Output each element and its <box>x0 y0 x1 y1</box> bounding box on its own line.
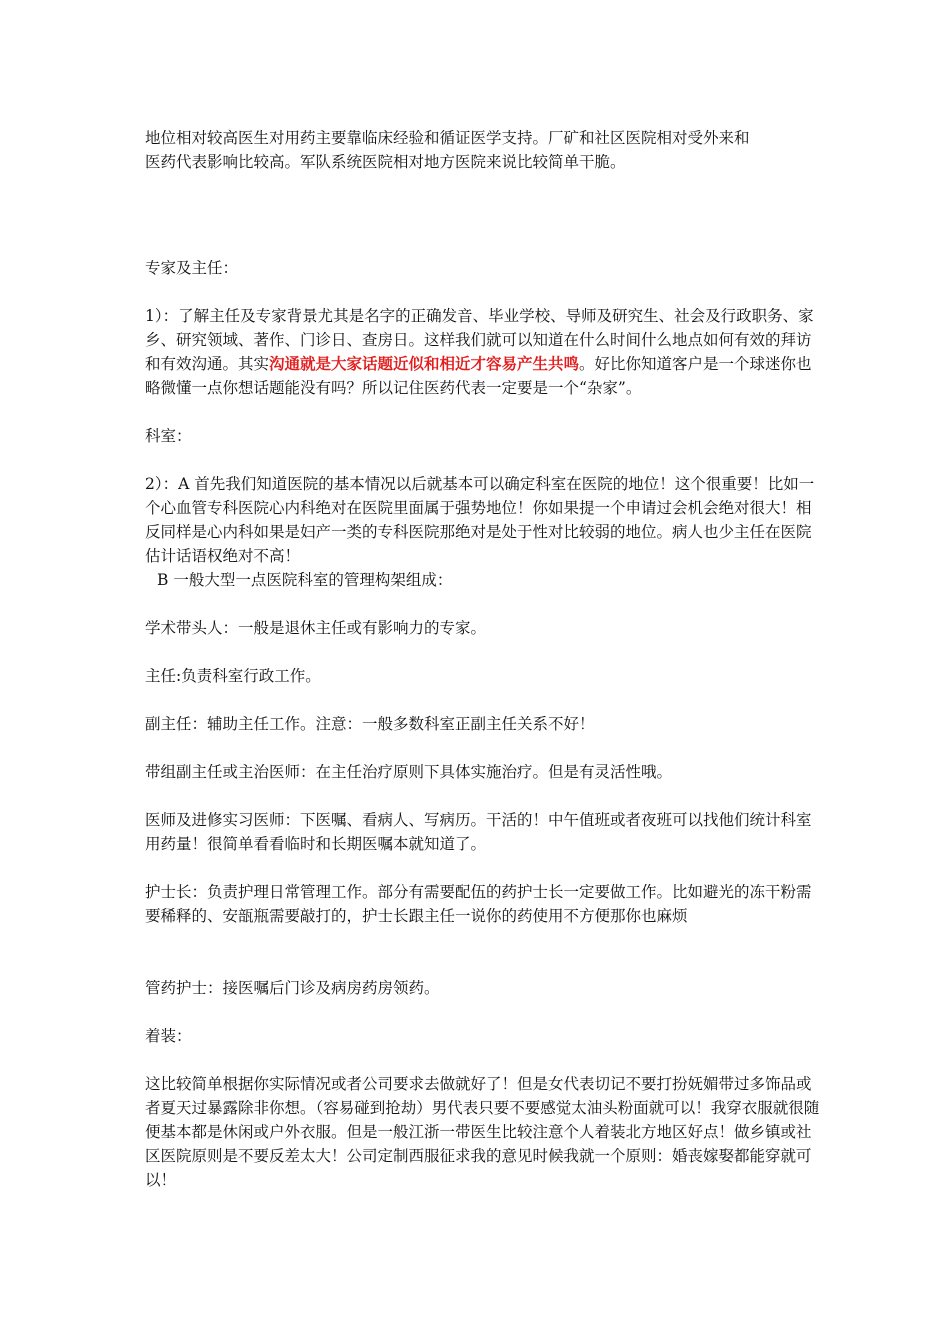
intro-line-1: 地位相对较高医生对用药主要靠临床经验和循证医学支持。厂矿和社区医院相对受外来和 <box>145 129 750 147</box>
department-paragraph: 2）：A 首先我们知道医院的基本情况以后就基本可以确定科室在医院的地位！这个很重要！比如一个心血管专科医院心内科绝对在医院里面属于强势地位！你如果提一个申请过会机会绝对很大！相反同样是心内科如果是妇产一类的专科医院那绝对是处于性对比较弱的地位。病人也少主任在医院估计话语权绝对不高！ <box>145 475 815 565</box>
role-head-nurse: 护士长：负责护理日常管理工作。部分有需要配伍的药护士长一定要做工作。比如避光的冻干粉需要稀释的、安瓿瓶需要敲打的，护士长跟主任一说你的药使用不方便那你也麻烦 <box>145 883 812 925</box>
role-resident-physician: 医师及进修实习医师：下医嘱、看病人、写病历。干活的！中午值班或者夜班可以找他们统计科室用药量！很简单看看临时和长期医嘱本就知道了。 <box>145 811 812 853</box>
role-director: 主任:负责科室行政工作。 <box>145 667 321 685</box>
role-academic-leader: 学术带头人：一般是退休主任或有影响力的专家。 <box>145 619 487 637</box>
attire-paragraph: 这比较简单根据你实际情况或者公司要求去做就好了！但是女代表切记不要打扮妩媚带过多饰品或者夏天过暴露除非你想。（容易碰到抢劫）男代表只要不要感觉太油头粉面就可以！我穿衣服就很随便基本都是休闲或户外衣服。但是一般江浙一带医生比较注意个人着装北方地区好点！做乡镇或社区医院原则是不要反差太大！公司定制西服征求我的意见时候我就一个原则：婚丧嫁娶都能穿就可以！ <box>145 1075 820 1189</box>
experts-paragraph <box>145 304 825 400</box>
intro-line-2: 医药代表影响比较高。军队系统医院相对地方医院来说比较简单干脆。 <box>145 153 626 171</box>
role-deputy-director: 副主任：辅助主任工作。注意：一般多数科室正副主任关系不好！ <box>145 715 595 733</box>
experts-text-before: 1）：了解主任及专家背景尤其是名字的正确发音、毕业学校、导师及研究生、社会及行政职务、家乡、研究领域、著作、门诊日、查房日。这样我们就可以知道在什么时间什么地点如何有效的拜访和有效沟通。其实 <box>145 307 814 373</box>
department-structure-intro: B 一般大型一点医院科室的管理构架组成： <box>157 571 453 589</box>
department-heading: 科室： <box>145 427 192 445</box>
role-attending-physician: 带组副主任或主治医师：在主任治疗原则下具体实施治疗。但是有灵活性哦。 <box>145 763 673 781</box>
attire-heading: 着装： <box>145 1027 192 1045</box>
experts-text-after: 。好比你知道客户是一个球迷你也略微懂一点你想话题能没有吗？所以记住医药代表一定要是一个“杂家”。 <box>145 355 812 397</box>
role-pharmacy-nurse: 管药护士：接医嘱后门诊及病房药房领药。 <box>145 979 440 997</box>
experts-highlight: 沟通就是大家话题近似和相近才容易产生共鸣 <box>269 354 580 373</box>
intro-paragraph <box>145 126 825 174</box>
document-page <box>145 126 825 1192</box>
experts-heading: 专家及主任： <box>145 259 239 277</box>
